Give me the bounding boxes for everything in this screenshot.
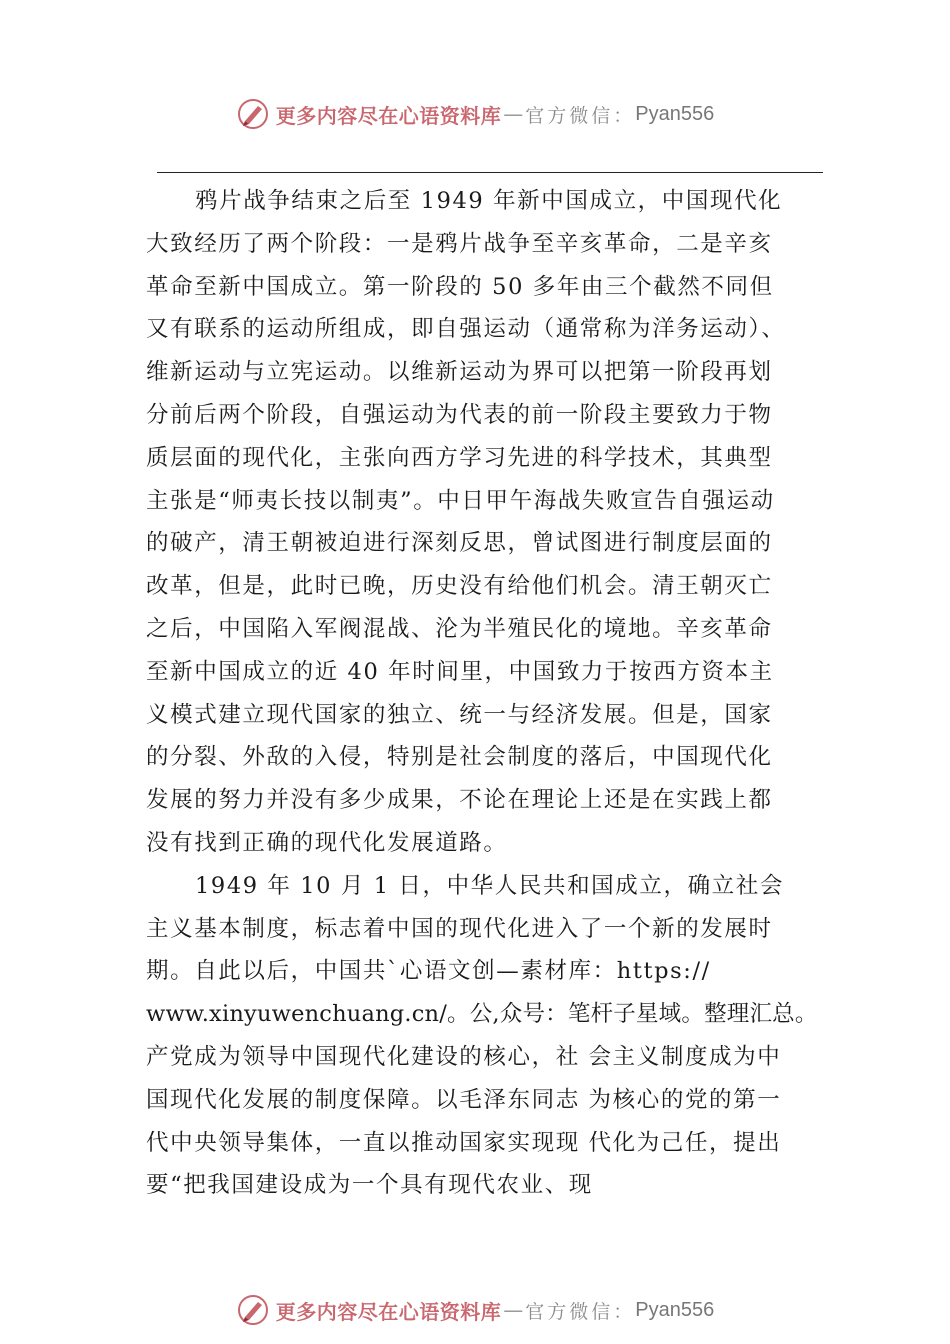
text-line: 义模式建立现代国家的独立、统一与经济发展。但是，国家 — [146, 701, 773, 728]
footer-brand: 更多内容尽在心语资料库 — [275, 1299, 502, 1324]
text-line: 维新运动与立宪运动。以维新运动为界可以把第一阶段再划 — [146, 359, 773, 386]
text-line: 之后，中国陷入军阀混战、沦为半殖民化的境地。辛亥革命 — [146, 615, 773, 642]
header-label: 官方微信： — [525, 104, 636, 127]
pen-logo-icon — [236, 1293, 270, 1327]
text-line: 要“把我国建设成为一个具有现代农业、现 — [146, 1172, 593, 1199]
footer-label: 官方微信： — [525, 1300, 636, 1323]
header-dash: — — [503, 102, 524, 126]
text-line: 没有找到正确的现代化发展道路。 — [146, 829, 508, 856]
text-line: 期。自此以后，中国共`心语文创—素材库：https:// — [146, 958, 711, 985]
text-line: 1949 年 10 月 1 日，中华人民共和国成立，确立社会 — [195, 872, 784, 899]
header-banner — [0, 94, 950, 134]
paragraph-2 — [146, 865, 821, 1207]
text-line: 产党成为领导中国现代化建设的核心，社 会主义制度成为中 — [146, 1043, 782, 1070]
header-rule — [157, 172, 823, 173]
text-line: 质层面的现代化，主张向西方学习先进的科学技术，其典型 — [146, 444, 773, 471]
text-line: 大致经历了两个阶段：一是鸦片战争至辛亥革命，二是辛亥 — [146, 230, 773, 257]
text-line: www.xinyuwenchuang.cn/。公,众号：笔杆子星域。整理汇总。 — [146, 1001, 818, 1028]
pen-logo-icon — [236, 97, 270, 131]
text-line: 代中央领导集体，一直以推动国家实现现 代化为己任，提出 — [146, 1129, 782, 1156]
text-line: 分前后两个阶段，自强运动为代表的前一阶段主要致力于物 — [146, 401, 773, 428]
footer-banner — [0, 1290, 950, 1330]
paragraph-1 — [146, 180, 821, 865]
header-brand: 更多内容尽在心语资料库 — [275, 103, 502, 128]
text-line: 发展的努力并没有多少成果，不论在理论上还是在实践上都 — [146, 787, 773, 814]
text-line: 鸦片战争结束之后至 1949 年新中国成立，中国现代化 — [195, 188, 783, 214]
text-line: 的破产，清王朝被迫进行深刻反思，曾试图进行制度层面的 — [146, 530, 773, 557]
text-line: 主义基本制度，标志着中国的现代化进入了一个新的发展时 — [146, 915, 773, 942]
footer-dash: — — [503, 1298, 524, 1322]
text-line: 国现代化发展的制度保障。以毛泽东同志 为核心的党的第一 — [146, 1086, 782, 1113]
body-text — [146, 180, 821, 1207]
footer-wechat-id: Pyan556 — [635, 1298, 715, 1321]
text-line: 的分裂、外敌的入侵，特别是社会制度的落后，中国现代化 — [146, 744, 773, 771]
text-line: 至新中国成立的近 40 年时间里，中国致力于按西方资本主 — [146, 658, 774, 685]
text-line: 又有联系的运动所组成，即自强运动（通常称为洋务运动）、 — [146, 316, 786, 343]
header-wechat-id: Pyan556 — [635, 102, 715, 125]
text-line: 改革，但是，此时已晚，历史没有给他们机会。清王朝灭亡 — [146, 573, 773, 600]
text-line: 革命至新中国成立。第一阶段的 50 多年由三个截然不同但 — [146, 273, 774, 300]
text-line: 主张是“师夷长技以制夷”。中日甲午海战失败宣告自强运动 — [146, 487, 775, 514]
